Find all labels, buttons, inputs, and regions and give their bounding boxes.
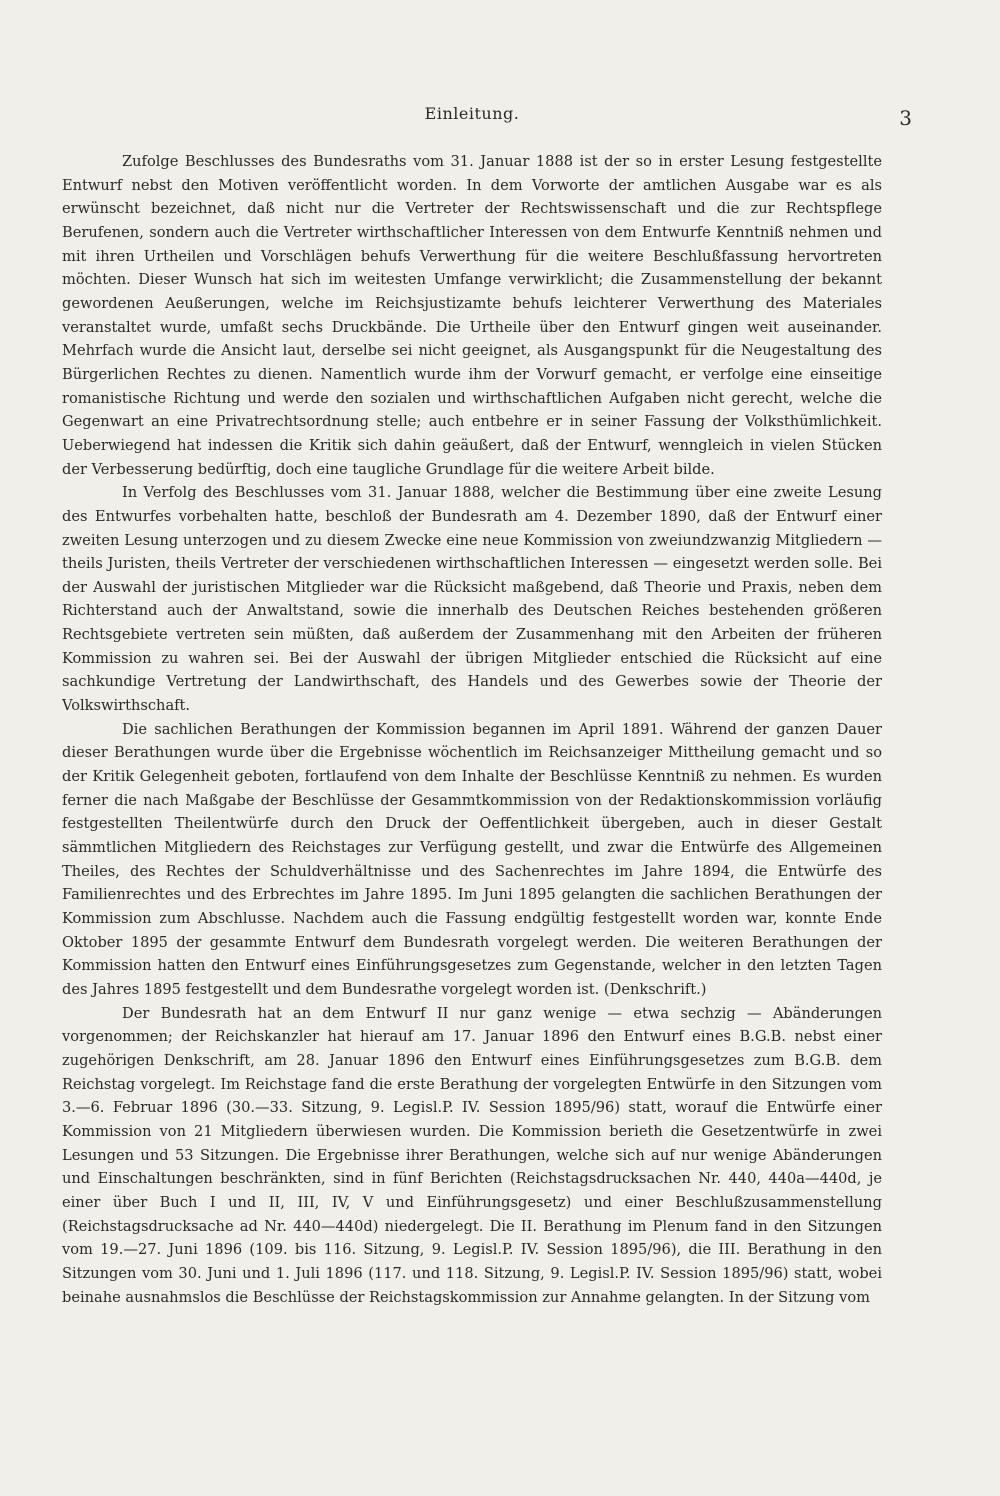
page-body <box>62 150 882 1309</box>
paragraph: Der Bundesrath hat an dem Entwurf II nur ganz wenige — etwa sechzig — Abänderungen vorgenommen; der Reichskanzler hat hierauf am 17. Januar 1896 den Entwurf eines B.G.B. nebst einer zugehörigen Denkschrift, am 28. Januar 1896 den Entwurf eines Einführungsgesetzes zum B.G.B. dem Reichstag vorgelegt. Im Reichstage fand die erste Berathung der vorgelegten Entwürfe in den Sitzungen vom 3.—6. Februar 1896 (30.—33. Sitzung, 9. Legisl.P. IV. Session 1895/96) statt, worauf die Entwürfe einer Kommission von 21 Mitgliedern überwiesen wurden. Die Kommission berieth die Gesetzentwürfe in zwei Lesungen und 53 Sitzungen. Die Ergebnisse ihrer Berathungen, welche sich auf nur wenige Abänderungen und Einschaltungen beschränkten, sind in fünf Berichten (Reichstagsdrucksachen Nr. 440, 440a—440d, je einer über Buch I und II, III, IV, V und Einführungsgesetz) und einer Beschlußzusammenstellung (Reichstagsdrucksache ad Nr. 440—440d) niedergelegt. Die II. Berathung im Plenum fand in den Sitzungen vom 19.—27. Juni 1896 (109. bis 116. Sitzung, 9. Legisl.P. IV. Session 1895/96), die III. Berathung in den Sitzungen vom 30. Juni und 1. Juli 1896 (117. und 118. Sitzung, 9. Legisl.P. IV. Session 1895/96) statt, wobei beinahe ausnahmslos die Beschlüsse der Reichstagskommission zur Annahme gelangten. In der Sitzung vom <box>62 1004 882 1306</box>
running-head: Einleitung. <box>424 104 520 123</box>
page-header <box>62 100 912 130</box>
paragraph: Die sachlichen Berathungen der Kommission begannen im April 1891. Während der ganzen Dauer dieser Berathungen wurde über die Ergebnisse wöchentlich im Reichsanzeiger Mittheilung gemacht und so der Kritik Gelegenheit geboten, fortlaufend von dem Inhalte der Beschlüsse Kenntniß zu nehmen. Es wurden ferner die nach Maßgabe der Beschlüsse der Gesammtkommission von der Redaktionskommission vorläufig festgestellten Theilentwürfe durch den Druck der Oeffentlichkeit übergeben, auch in dieser Gestalt sämmtlichen Mitgliedern des Reichstages zur Verfügung gestellt, und zwar die Entwürfe des Allgemeinen Theiles, des Rechtes der Schuldverhältnisse und des Sachenrechtes im Jahre 1894, die Entwürfe des Familienrechtes und des Erbrechtes im Jahre 1895. Im Juni 1895 gelangten die sachlichen Berathungen der Kommission zum Abschlusse. Nachdem auch die Fassung endgültig festgestellt worden war, konnte Ende Oktober 1895 der gesammte Entwurf dem Bundesrath vorgelegt werden. Die weiteren Berathungen der Kommission hatten den Entwurf eines Einführungsgesetzes zum Gegenstande, welcher in den letzten Tagen des Jahres 1895 festgestellt und dem Bundesrathe vorgelegt worden ist. (Denkschrift.) <box>62 720 882 998</box>
page-number: 3 <box>899 106 912 130</box>
paragraph: Zufolge Beschlusses des Bundesraths vom 31. Januar 1888 ist der so in erster Lesung festgestellte Entwurf nebst den Motiven veröffentlicht worden. In dem Vorworte der amtlichen Ausgabe war es als erwünscht bezeichnet, daß nicht nur die Vertreter der Rechtswissenschaft und die zur Rechtspflege Berufenen, sondern auch die Vertreter wirthschaftlicher Interessen von dem Entwurfe Kenntniß nehmen und mit ihren Urtheilen und Vorschlägen behufs Verwerthung für die weitere Beschlußfassung hervortreten möchten. Dieser Wunsch hat sich im weitesten Umfange verwirklicht; die Zusammenstellung der bekannt gewordenen Aeußerungen, welche im Reichsjustizamte behufs leichterer Verwerthung des Materiales veranstaltet wurde, umfaßt sechs Druckbände. Die Urtheile über den Entwurf gingen weit auseinander. Mehrfach wurde die Ansicht laut, derselbe sei nicht geeignet, als Ausgangspunkt für die Neugestaltung des Bürgerlichen Rechtes zu dienen. Namentlich wurde ihm der Vorwurf gemacht, er verfolge eine einseitige romanistische Richtung und werde den sozialen und wirthschaftlichen Aufgaben nicht gerecht, welche die Gegenwart an eine Privatrechtsordnung stelle; auch entbehre er in seiner Fassung der Volksthümlichkeit. Ueberwiegend hat indessen die Kritik sich dahin geäußert, daß der Entwurf, wenngleich in vielen Stücken der Verbesserung bedürftig, doch eine taugliche Grundlage für die weitere Arbeit bilde. <box>62 153 882 478</box>
paragraph: In Verfolg des Beschlusses vom 31. Januar 1888, welcher die Bestimmung über eine zweite Lesung des Entwurfes vorbehalten hatte, beschloß der Bundesrath am 4. Dezember 1890, daß der Entwurf einer zweiten Lesung unterzogen und zu diesem Zwecke eine neue Kommission von zweiundzwanzig Mitgliedern — theils Juristen, theils Vertreter der verschiedenen wirthschaftlichen Interessen — eingesetzt werden solle. Bei der Auswahl der juristischen Mitglieder war die Rücksicht maßgebend, daß Theorie und Praxis, neben dem Richterstand auch der Anwaltstand, sowie die innerhalb des Deutschen Reiches bestehenden größeren Rechtsgebiete vertreten sein müßten, daß außerdem der Zusammenhang mit den Arbeiten der früheren Kommission zu wahren sei. Bei der Auswahl der übrigen Mitglieder entschied die Rücksicht auf eine sachkundige Vertretung der Landwirthschaft, des Handels und des Gewerbes sowie der Theorie der Volkswirthschaft. <box>62 484 882 715</box>
